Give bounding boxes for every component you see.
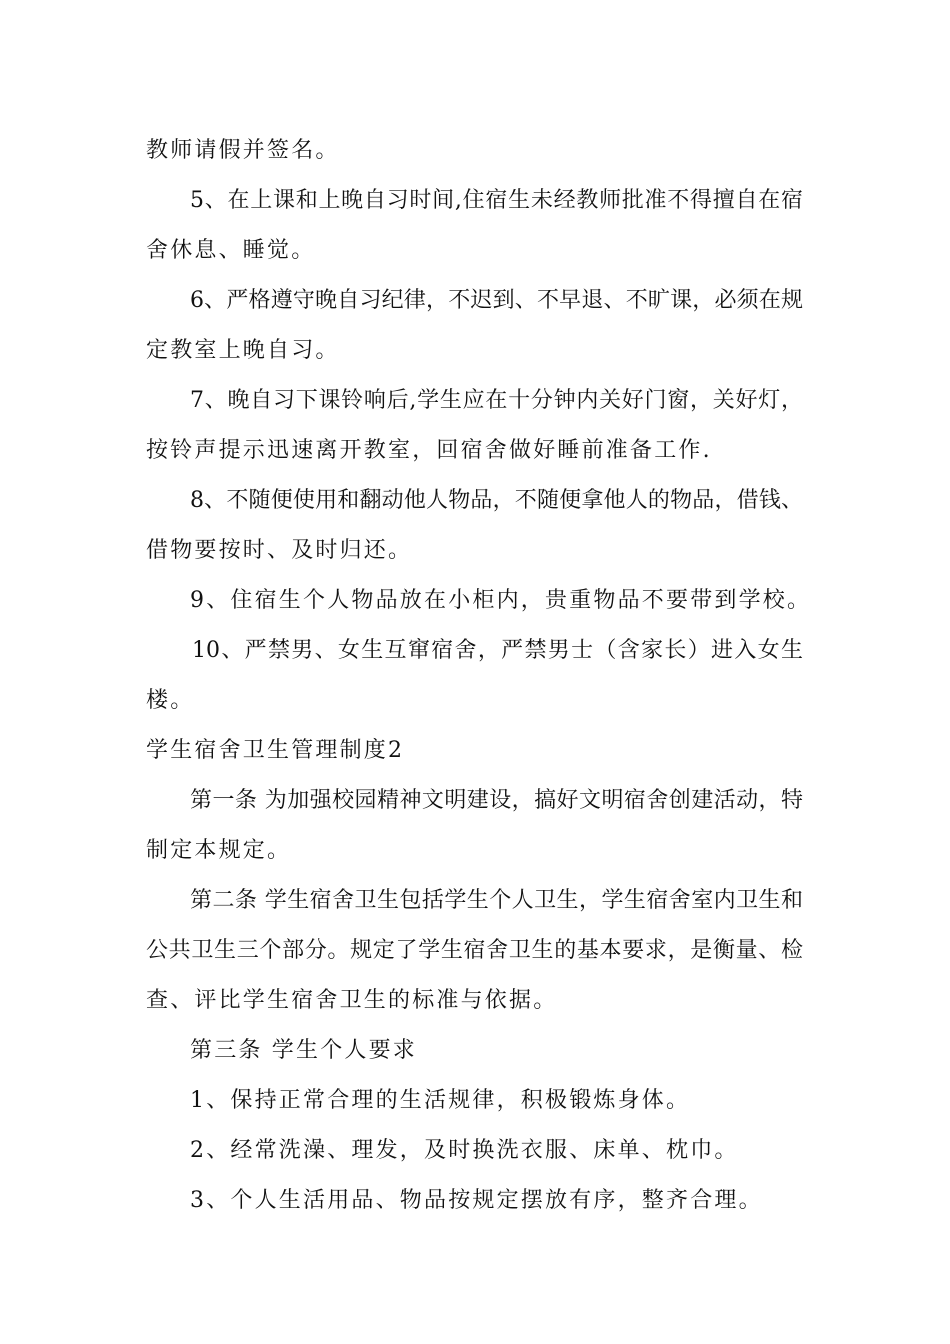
text-line: 5、在上课和上晚自习时间,住宿生未经教师批准不得擅自在宿 xyxy=(190,188,803,213)
text-line: 公共卫生三个部分。规定了学生宿舍卫生的基本要求，是衡量、检 xyxy=(146,938,803,963)
text-line: 1、保持正常合理的生活规律，积极锻炼身体。 xyxy=(190,1088,691,1113)
text-line: 第二条 学生宿舍卫生包括学生个人卫生，学生宿舍室内卫生和 xyxy=(190,888,803,913)
text-line: 按铃声提示迅速离开教室，回宿舍做好睡前准备工作. xyxy=(146,438,712,463)
text-line: 7、晚自习下课铃响后,学生应在十分钟内关好门窗，关好灯， xyxy=(190,388,803,413)
text-line: 第一条 为加强校园精神文明建设，搞好文明宿舍创建活动，特 xyxy=(190,788,803,813)
text-line: 2、经常洗澡、理发，及时换洗衣服、床单、枕巾。 xyxy=(190,1138,739,1163)
section-heading: 学生宿舍卫生管理制度2 xyxy=(146,738,405,763)
text-line: 查、评比学生宿舍卫生的标准与依据。 xyxy=(146,988,558,1013)
text-line: 10、严禁男、女生互窜宿舍，严禁男士（含家长）进入女生 xyxy=(192,638,803,663)
text-line: 楼。 xyxy=(146,688,195,713)
text-line: 制定本规定。 xyxy=(146,838,292,863)
text-line: 8、不随便使用和翻动他人物品，不随便拿他人的物品，借钱、 xyxy=(190,488,803,513)
text-line: 6、严格遵守晚自习纪律，不迟到、不早退、不旷课，必须在规 xyxy=(190,288,803,313)
text-line: 借物要按时、及时归还。 xyxy=(146,538,413,563)
text-line: 教师请假并签名。 xyxy=(146,138,340,163)
text-line: 舍休息、睡觉。 xyxy=(146,238,316,263)
text-line: 9、住宿生个人物品放在小柜内，贵重物品不要带到学校。 xyxy=(190,588,812,613)
text-line: 第三条 学生个人要求 xyxy=(190,1038,417,1063)
text-line: 3、个人生活用品、物品按规定摆放有序，整齐合理。 xyxy=(190,1188,763,1213)
text-line: 定教室上晚自习。 xyxy=(146,338,340,363)
